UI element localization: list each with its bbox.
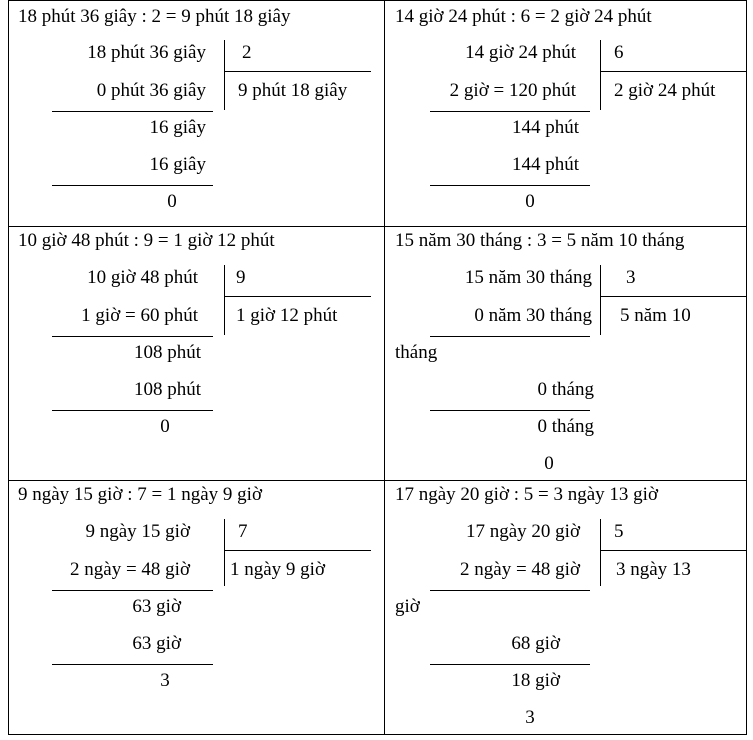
final-remainder: 0: [544, 453, 554, 474]
quotient-wrap: tháng: [395, 342, 438, 363]
cell-header: 18 phút 36 giây : 2 = 9 phút 18 giây: [18, 6, 291, 27]
step-value: 16 giây: [149, 154, 206, 175]
cell-header: 15 năm 30 tháng : 3 = 5 năm 10 tháng: [395, 230, 685, 251]
step-value: 0 tháng: [537, 379, 594, 400]
remainder-line: 2 ngày = 48 giờ: [460, 559, 580, 580]
quotient: 1 ngày 9 giờ: [230, 559, 326, 580]
subtraction-line: [52, 664, 213, 665]
quotient-line: [224, 550, 371, 551]
subtraction-line: [430, 336, 590, 337]
subtraction-line: [430, 185, 590, 186]
dividend: 18 phút 36 giây: [87, 42, 206, 63]
quotient-line: [600, 550, 747, 551]
cell-header: 10 giờ 48 phút : 9 = 1 giờ 12 phút: [18, 230, 275, 251]
division-bar: [224, 519, 225, 586]
step-value: 0 tháng: [537, 416, 594, 437]
divisor: 5: [614, 521, 624, 542]
subtraction-line: [52, 185, 213, 186]
quotient-wrap: giờ: [395, 596, 420, 617]
final-remainder: 0: [167, 191, 177, 212]
division-bar: [224, 265, 225, 335]
dividend: 9 ngày 15 giờ: [85, 521, 190, 542]
quotient-line: [224, 296, 371, 297]
divisor: 3: [626, 267, 636, 288]
cell-header: 17 ngày 20 giờ : 5 = 3 ngày 13 giờ: [395, 484, 659, 505]
column-divider: [384, 0, 385, 735]
quotient: 5 năm 10: [620, 305, 691, 326]
division-bar: [600, 519, 601, 586]
divisor: 6: [614, 42, 624, 63]
quotient: 9 phút 18 giây: [238, 80, 348, 101]
quotient: 3 ngày 13: [616, 559, 691, 580]
step-value: 68 giờ: [511, 633, 560, 654]
quotient-line: [600, 71, 747, 72]
cell-header: 14 giờ 24 phút : 6 = 2 giờ 24 phút: [395, 6, 652, 27]
subtraction-line: [430, 410, 590, 411]
remainder-line: 2 ngày = 48 giờ: [70, 559, 190, 580]
subtraction-line: [430, 664, 590, 665]
subtraction-line: [430, 590, 590, 591]
step-value: 144 phút: [511, 154, 579, 175]
cell-header: 9 ngày 15 giờ : 7 = 1 ngày 9 giờ: [18, 484, 263, 505]
remainder-line: 0 năm 30 tháng: [474, 305, 592, 326]
remainder-line: 2 giờ = 120 phút: [449, 80, 576, 101]
step-value: 108 phút: [133, 342, 201, 363]
final-remainder: 3: [160, 670, 170, 691]
step-value: 63 giờ: [132, 633, 181, 654]
dividend: 14 giờ 24 phút: [465, 42, 576, 63]
quotient: 1 giờ 12 phút: [236, 305, 338, 326]
division-bar: [224, 40, 225, 110]
step-value: 144 phút: [511, 117, 579, 138]
row-divider: [8, 480, 747, 481]
divisor: 2: [242, 42, 252, 63]
dividend: 10 giờ 48 phút: [87, 267, 198, 288]
dividend: 15 năm 30 tháng: [464, 267, 592, 288]
remainder-line: 1 giờ = 60 phút: [81, 305, 198, 326]
subtraction-line: [52, 410, 213, 411]
division-bar: [600, 40, 601, 110]
step-value: 108 phút: [133, 379, 201, 400]
divisor: 9: [236, 267, 246, 288]
final-remainder: 0: [160, 416, 170, 437]
quotient-line: [224, 71, 371, 72]
quotient: 2 giờ 24 phút: [614, 80, 716, 101]
subtraction-line: [52, 336, 213, 337]
step-value: 63 giờ: [132, 596, 181, 617]
final-remainder: 3: [525, 707, 535, 728]
step-value: 18 giờ: [511, 670, 560, 691]
subtraction-line: [430, 111, 590, 112]
subtraction-line: [52, 111, 213, 112]
dividend: 17 ngày 20 giờ: [465, 521, 580, 542]
row-divider: [8, 226, 747, 227]
final-remainder: 0: [525, 191, 535, 212]
quotient-line: [600, 296, 747, 297]
subtraction-line: [52, 590, 213, 591]
divisor: 7: [238, 521, 248, 542]
remainder-line: 0 phút 36 giây: [96, 80, 206, 101]
step-value: 16 giây: [149, 117, 206, 138]
division-bar: [600, 265, 601, 335]
